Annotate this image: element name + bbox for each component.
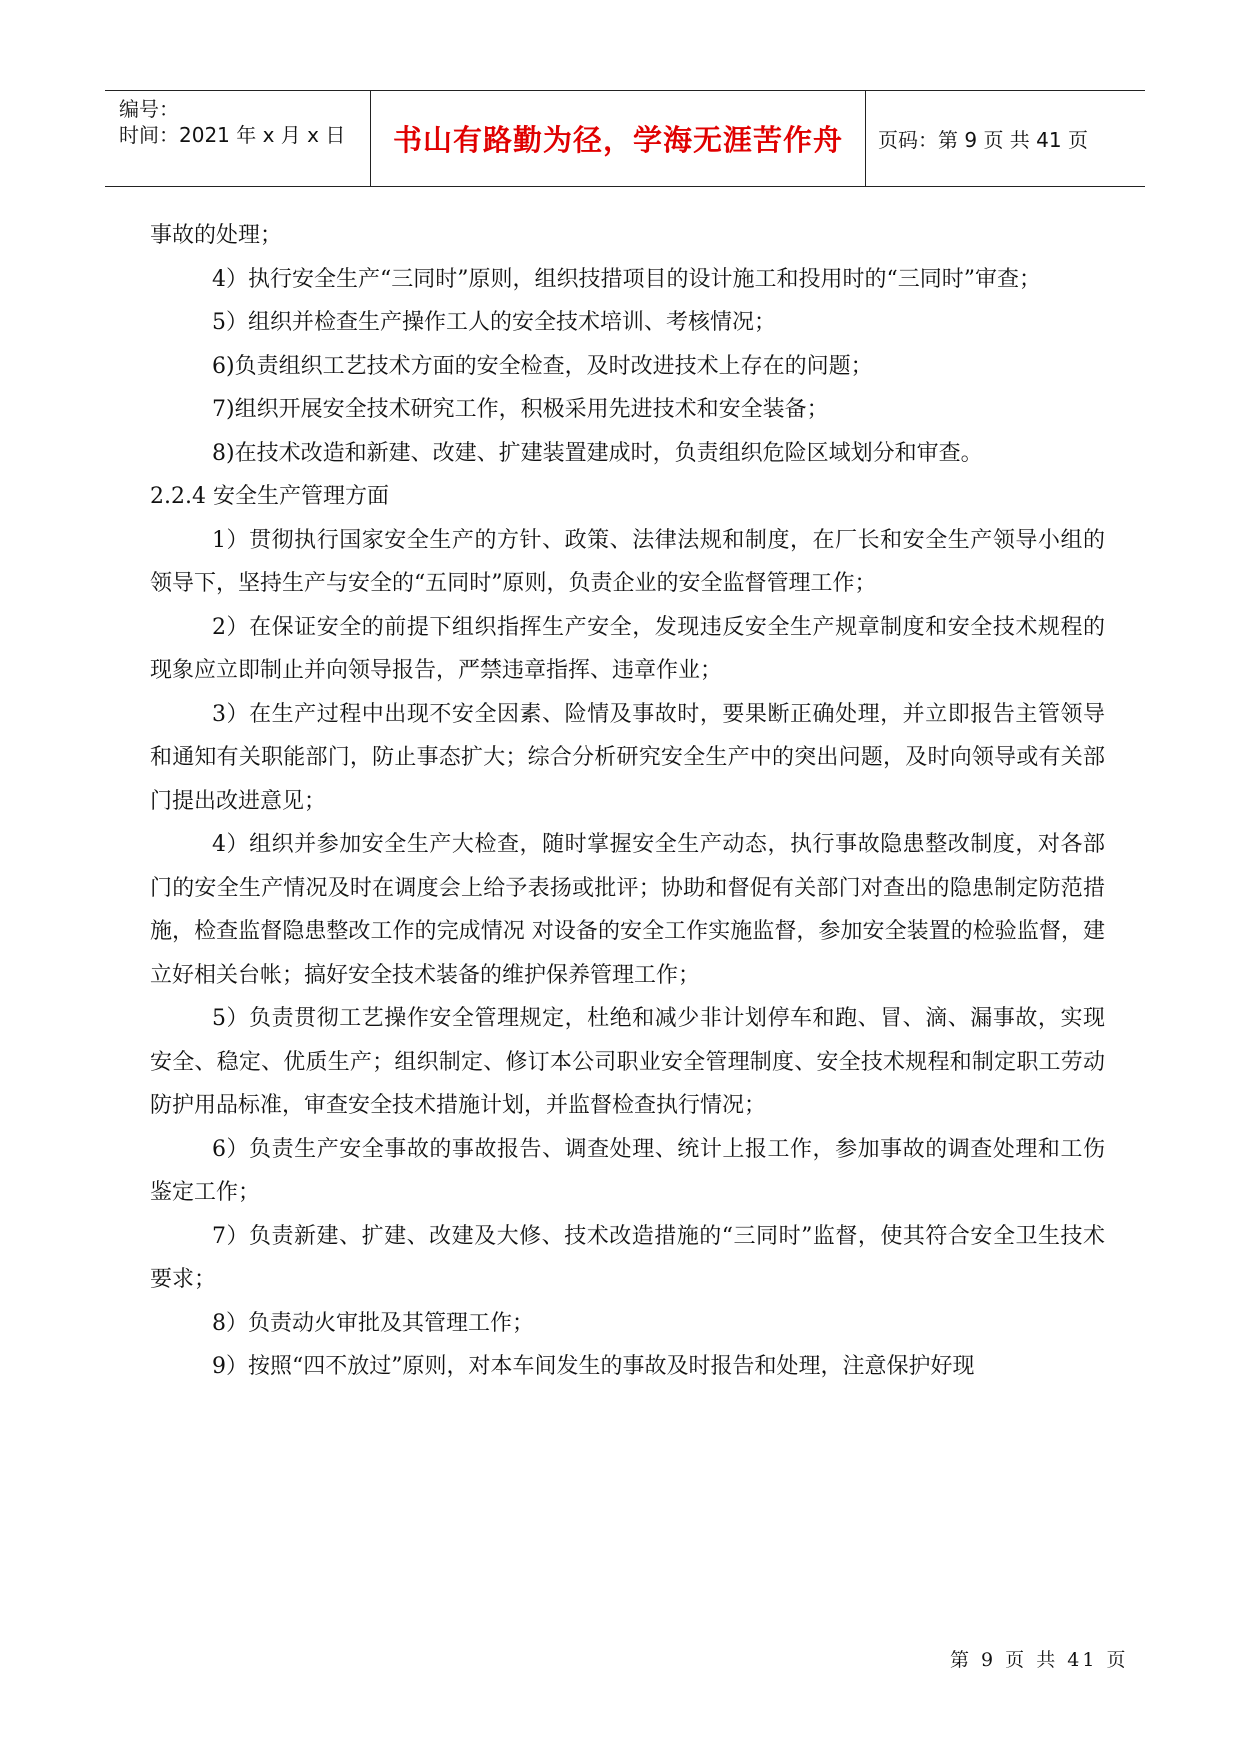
- paragraph-item: 8）负责动火审批及其管理工作；: [212, 1310, 534, 1336]
- page-header: [105, 90, 1145, 187]
- paragraph-item: 1）贯彻执行国家安全生产的方针、政策、法律法规和制度，在厂长和安全生产领导小组的领导下，坚持生产与安全的“五同时”原则，负责企业的安全监督管理工作；: [150, 527, 1105, 596]
- document-body: [150, 214, 1105, 1389]
- header-motto: 书山有路勤为径，学海无涯苦作舟: [392, 123, 843, 157]
- paragraph-item: 8)在技术改造和新建、改建、扩建装置建成时，负责组织危险区域划分和审查。: [212, 440, 983, 466]
- paragraph-item: 4）执行安全生产“三同时”原则，组织技措项目的设计施工和投用时的“三同时”审查；: [212, 266, 1041, 292]
- paragraph-item: 5）组织并检查生产操作工人的安全技术培训、考核情况；: [212, 310, 776, 335]
- paragraph-item: 6)负责组织工艺技术方面的安全检查，及时改进技术上存在的问题；: [212, 353, 873, 379]
- header-page-code: 页码：第 9 页 共 41 页: [878, 128, 1088, 152]
- paragraph-item: 6）负责生产安全事故的事故报告、调查处理、统计上报工作，参加事故的调查处理和工伤鉴定工作；: [150, 1136, 1105, 1205]
- paragraph-item: 3）在生产过程中出现不安全因素、险情及事故时，要果断正确处理，并立即报告主管领导和通知有关职能部门，防止事态扩大；综合分析研究安全生产中的突出问题，及时向领导或有关部门提出改进意见；: [150, 701, 1105, 814]
- header-left-cell: [105, 91, 371, 186]
- paragraph-item: 7)组织开展安全技术研究工作，积极采用先进技术和安全装备；: [212, 397, 829, 422]
- section-heading: 2.2.4 安全生产管理方面: [150, 484, 389, 509]
- paragraph-item: 5）负责贯彻工艺操作安全管理规定，杜绝和减少非计划停车和跑、冒、滴、漏事故，实现安全、稳定、优质生产；组织制定、修订本公司职业安全管理制度、安全技术规程和制定职工劳动防护用品标准，审查安全技术措施计划，并监督检查执行情况；: [150, 1006, 1105, 1118]
- page-footer-number: 第 9 页 共 41 页: [950, 1649, 1129, 1671]
- paragraph-item: 9）按照“四不放过”原则，对本车间发生的事故及时报告和处理，注意保护好现: [212, 1354, 975, 1379]
- paragraph-continuation: 事故的处理；: [150, 223, 283, 248]
- document-time-label: 时间：2021 年 x 月 x 日: [119, 123, 346, 147]
- header-motto-cell: [371, 91, 866, 186]
- header-page-cell: [866, 91, 1145, 186]
- paragraph-item: 4）组织并参加安全生产大检查，随时掌握安全生产动态，执行事故隐患整改制度，对各部门的安全生产情况及时在调度会上给予表扬或批评；协助和督促有关部门对查出的隐患制定防范措施，检查监督隐患整改工作的完成情况 对设备的安全工作实施监督，参加安全装置的检验监督，建立好相关台帐；搞好安全技术装备的维护保养管理工作；: [150, 832, 1105, 988]
- paragraph-item: 2）在保证安全的前提下组织指挥生产安全，发现违反安全生产规章制度和安全技术规程的现象应立即制止并向领导报告，严禁违章指挥、违章作业；: [150, 614, 1105, 683]
- paragraph-item: 7）负责新建、扩建、改建及大修、技术改造措施的“三同时”监督，使其符合安全卫生技术要求；: [150, 1223, 1105, 1292]
- document-number-label: 编号：: [119, 97, 179, 121]
